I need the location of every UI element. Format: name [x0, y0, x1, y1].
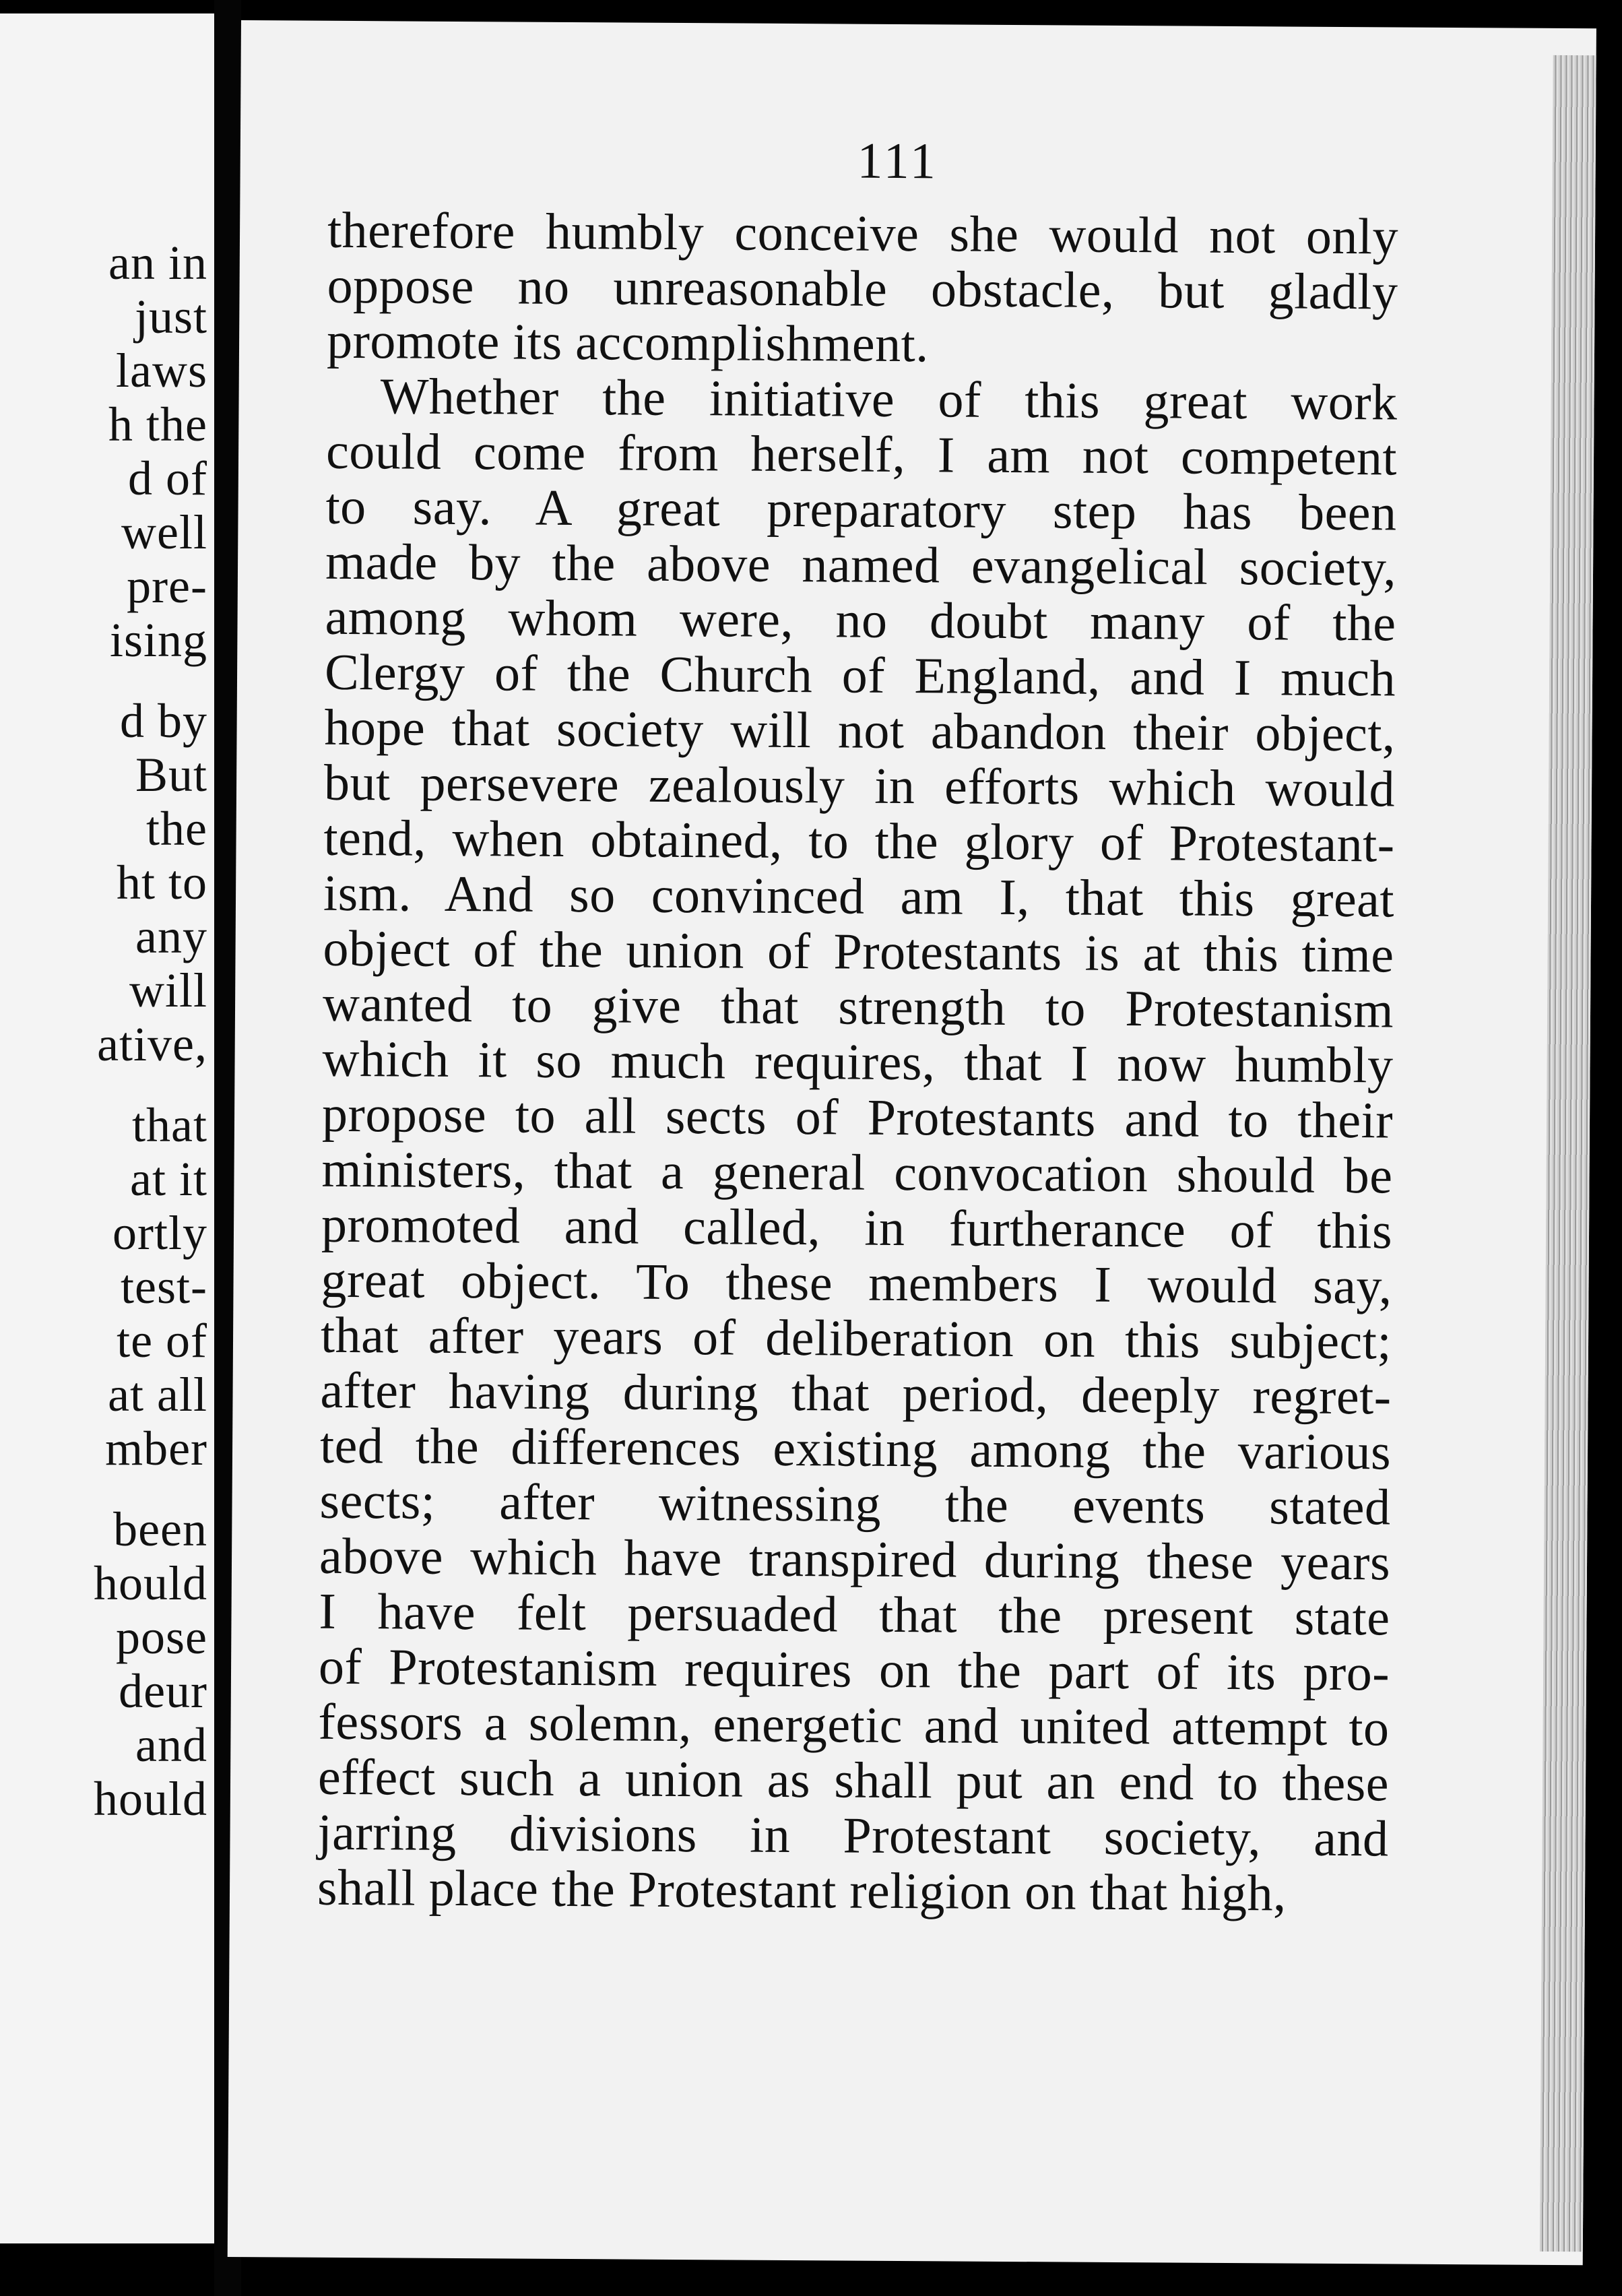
- paragraph-1: [327, 203, 1398, 375]
- left-page-fragment: the: [146, 802, 207, 856]
- text-line: Whether the initiative of this great work: [380, 368, 1398, 431]
- left-page-fragment: h the: [108, 397, 207, 451]
- left-page-fragment: hould: [93, 1556, 207, 1610]
- left-page-fragment: deur: [119, 1664, 207, 1718]
- text-line: Clergy of the Church of England, and I much: [324, 643, 1396, 707]
- text-line: effect such a union as shall put an end to these: [317, 1748, 1390, 1812]
- left-page-fragment: an in: [108, 236, 207, 290]
- text-line: fessors a solemn, energetic and united attempt to: [318, 1693, 1390, 1757]
- text-line: made by the above named evangelical society,: [325, 533, 1397, 597]
- left-page-fragment: hould: [93, 1772, 207, 1826]
- left-page-fragment: d by: [120, 694, 207, 748]
- left-page-fragment: ising: [109, 613, 207, 667]
- left-page-fragment: te of: [117, 1314, 207, 1368]
- text-line: could come from herself, I am not competent: [325, 422, 1398, 486]
- text-line: of Protestanism requires on the part of its pro-: [318, 1638, 1390, 1702]
- left-page-fragment: pose: [116, 1610, 207, 1664]
- text-line: ministers, that a general convocation should be: [321, 1141, 1393, 1205]
- left-page-fragment: ortly: [112, 1206, 207, 1260]
- text-line: shall place the Protestant religion on that high,: [317, 1859, 1287, 1922]
- left-page-fragment: well: [121, 505, 207, 559]
- left-page-fragment: test-: [121, 1260, 207, 1314]
- left-page-fragment: pre-: [127, 559, 207, 613]
- text-line: ism. And so convinced am I, that this great: [323, 864, 1395, 928]
- text-line: object of the union of Protestants is at this time: [323, 920, 1394, 984]
- text-line: ted the differences existing among the various: [319, 1417, 1392, 1481]
- text-line: I have felt persuaded that the present state: [319, 1583, 1390, 1647]
- text-line: hope that society will not abandon their object,: [324, 699, 1396, 763]
- left-page-fragment: just: [134, 290, 207, 344]
- text-line: but persevere zealously in efforts which would: [323, 754, 1396, 818]
- left-page: [0, 13, 214, 2243]
- text-line: among whom were, no doubt many of the: [325, 588, 1396, 652]
- text-line: that after years of deliberation on this subject;: [320, 1306, 1392, 1370]
- text-line: after having during that period, deeply regret-: [320, 1362, 1392, 1426]
- body-text: [317, 203, 1398, 1922]
- text-line: tend, when obtained, to the glory of Protestant-: [323, 809, 1395, 873]
- text-line: propose to all sects of Protestants and to their: [321, 1085, 1394, 1149]
- page-number: 111: [857, 132, 939, 190]
- left-page-fragment: will: [129, 963, 207, 1017]
- left-page-fragment: ht to: [116, 856, 207, 910]
- left-page-fragment: ative,: [97, 1017, 207, 1071]
- text-line: wanted to give that strength to Protestanism: [322, 975, 1394, 1039]
- text-line: great object. To these members I would say,: [321, 1251, 1392, 1315]
- left-page-fragment: that: [132, 1098, 207, 1152]
- left-page-fragment: laws: [116, 344, 207, 397]
- left-page-fragment: But: [135, 748, 207, 802]
- page-edge: [1540, 55, 1596, 2252]
- left-page-fragment: mber: [105, 1422, 207, 1475]
- text-line: oppose no unreasonable obstacle, but gladly: [327, 257, 1398, 321]
- paragraph-2: [317, 369, 1398, 1922]
- text-line: sects; after witnessing the events stated: [319, 1472, 1391, 1536]
- left-page-fragment: been: [113, 1502, 207, 1556]
- left-page-fragment: at it: [130, 1152, 207, 1206]
- text-line: which it so much requires, that I now humbly: [322, 1030, 1394, 1094]
- left-page-fragment: any: [135, 910, 207, 963]
- text-line: to say. A great preparatory step has been: [325, 478, 1397, 542]
- text-line: above which have transpired during these years: [319, 1527, 1391, 1591]
- left-page-fragment: at all: [108, 1368, 207, 1422]
- left-page-fragment: d of: [128, 451, 207, 505]
- text-line: promote its accomplishment.: [326, 312, 930, 373]
- text-line: therefore humbly conceive she would not only: [327, 201, 1399, 265]
- text-line: promoted and called, in furtherance of this: [321, 1196, 1393, 1260]
- text-line: jarring divisions in Protestant society, and: [317, 1804, 1389, 1868]
- right-page: [228, 20, 1596, 2265]
- left-page-fragment: and: [135, 1718, 207, 1772]
